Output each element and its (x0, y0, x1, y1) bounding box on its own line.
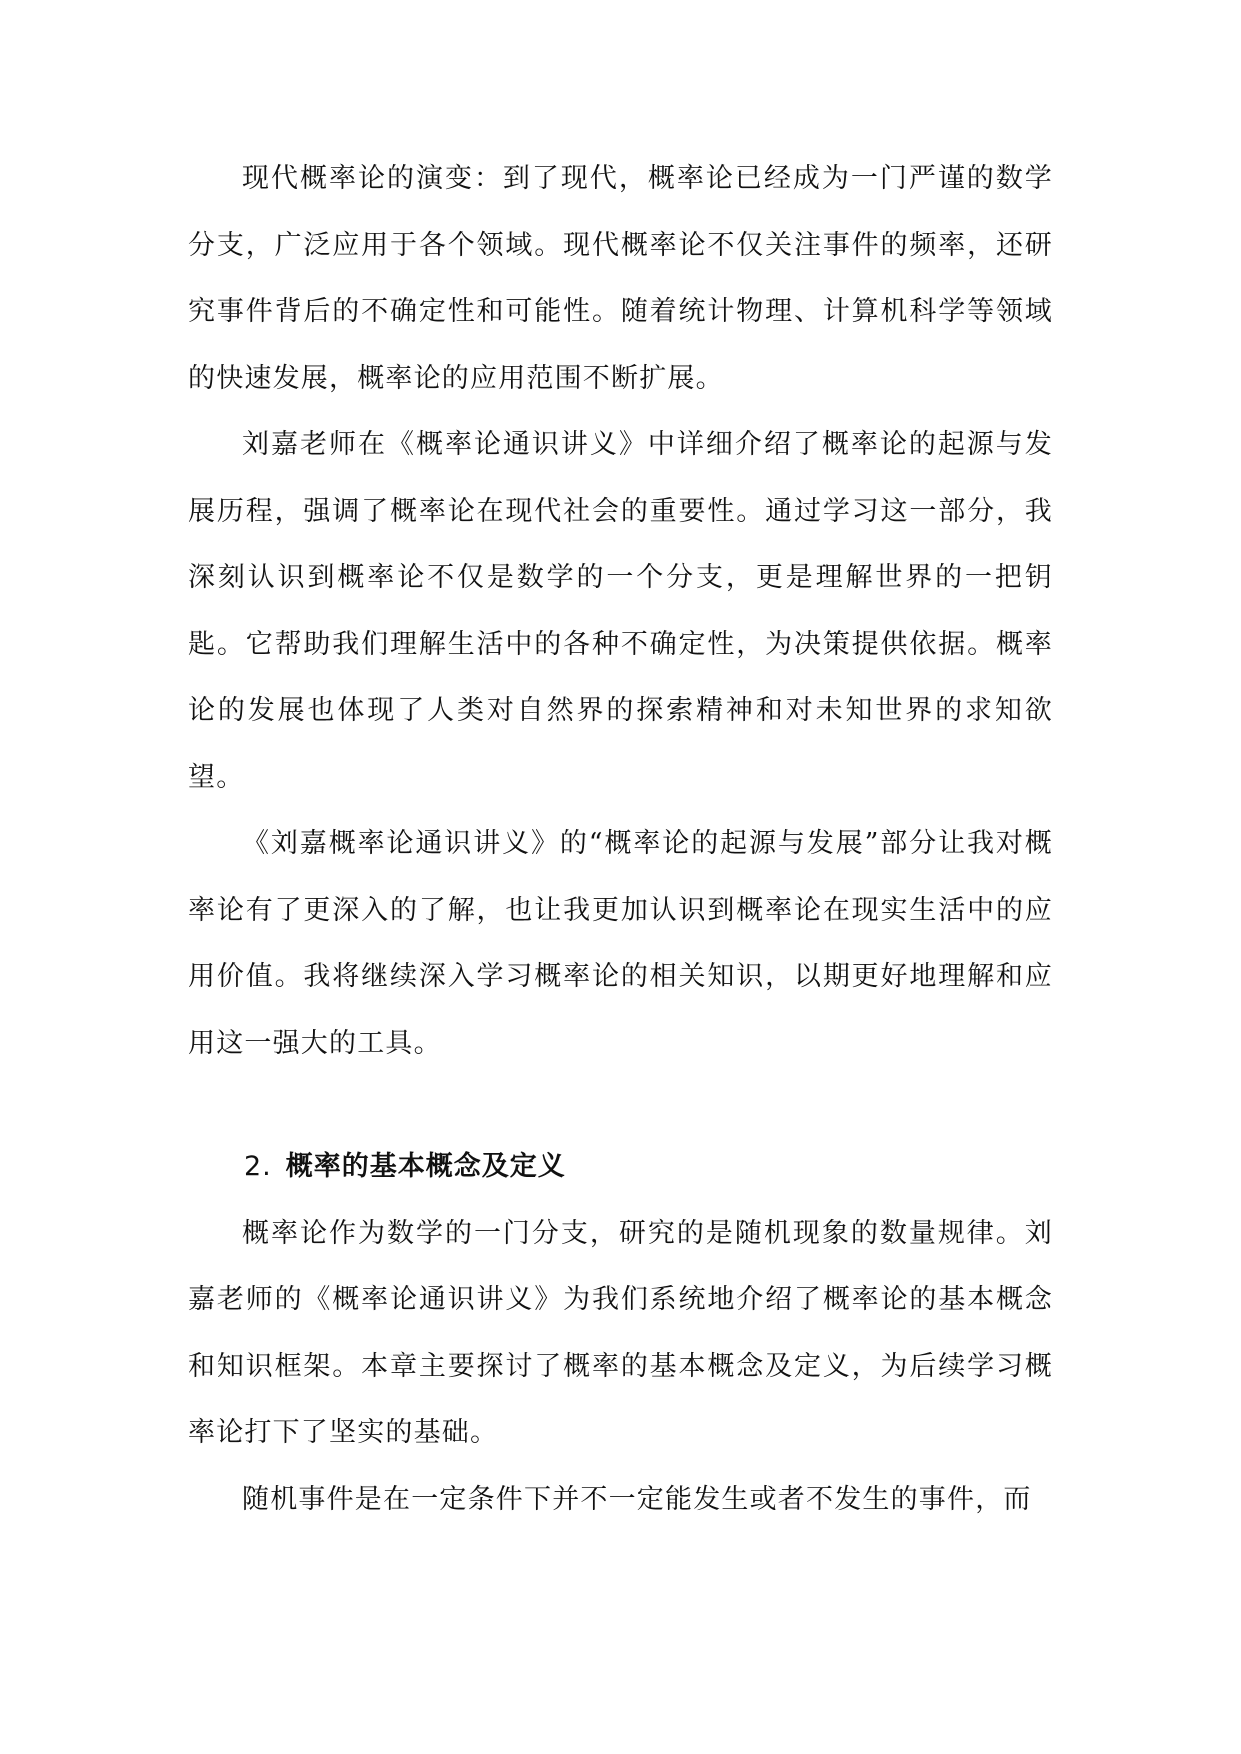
section-heading (188, 1134, 1053, 1201)
section-number: 2. (244, 1151, 272, 1182)
paragraph-random-event: 随机事件是在一定条件下并不一定能发生或者不发生的事件，而 (242, 1483, 1032, 1515)
section-title: 概率的基本概念及定义 (285, 1151, 566, 1182)
paragraph-origin-development-summary: 《刘嘉概率论通识讲义》的“概率论的起源与发展”部分让我对概率论有了更深入的了解，也让我更加认识到概率论在现实生活中的应用价值。我将继续深入学习概率论的相关知识，以期更好地理解和应用这一强大的工具。 (188, 828, 1053, 1059)
paragraph-basic-concepts-intro: 概率论作为数学的一门分支，研究的是随机现象的数量规律。刘嘉老师的《概率论通识讲义》为我们系统地介绍了概率论的基本概念和知识框架。本章主要探讨了概率的基本概念及定义，为后续学习概率论打下了坚实的基础。 (188, 1217, 1053, 1448)
paragraph-modern-probability: 现代概率论的演变：到了现代，概率论已经成为一门严谨的数学分支，广泛应用于各个领域。现代概率论不仅关注事件的频率，还研究事件背后的不确定性和可能性。随着统计物理、计算机科学等领域的快速发展，概率论的应用范围不断扩展。 (188, 163, 1053, 394)
paragraph-liu-jia-lecture-intro: 刘嘉老师在《概率论通识讲义》中详细介绍了概率论的起源与发展历程，强调了概率论在现代社会的重要性。通过学习这一部分，我深刻认识到概率论不仅是数学的一个分支，更是理解世界的一把钥匙。它帮助我们理解生活中的各种不确定性，为决策提供依据。概率论的发展也体现了人类对自然界的探索精神和对未知世界的求知欲望。 (188, 429, 1053, 793)
